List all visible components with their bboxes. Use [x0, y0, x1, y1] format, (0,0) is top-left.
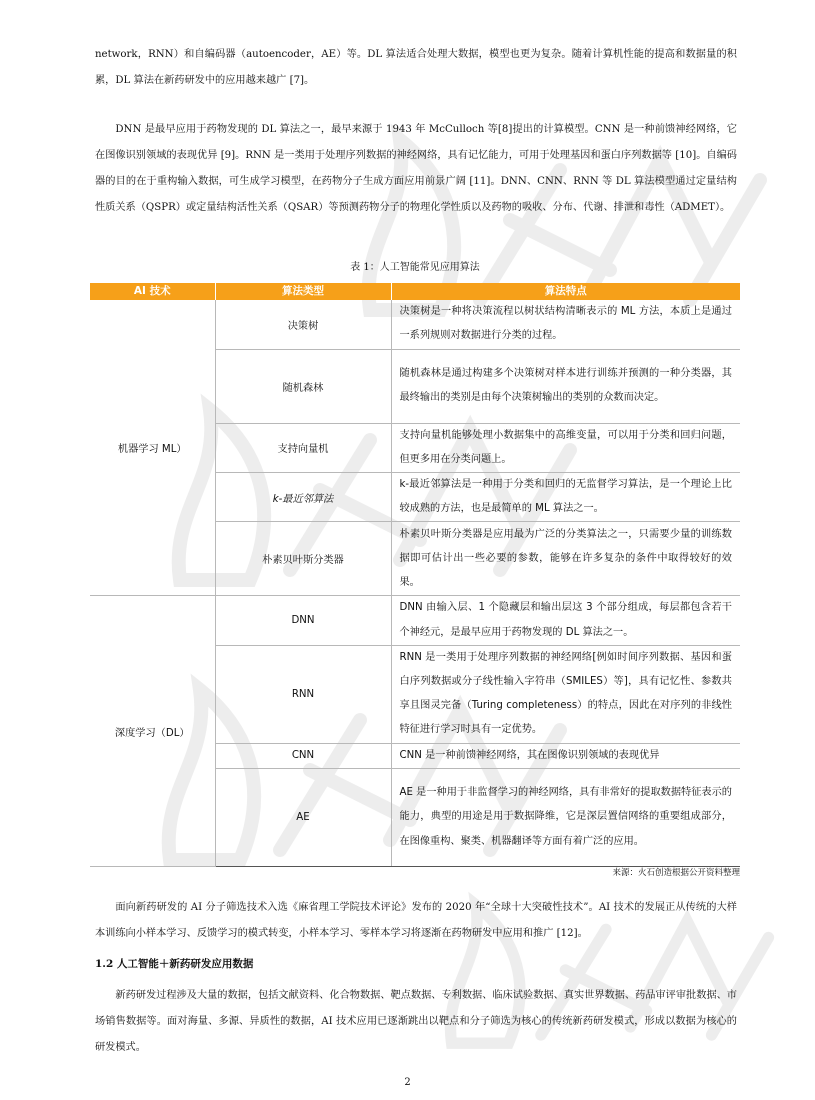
algorithm-description: 随机森林是通过构建多个决策树对样本进行训练并预测的一种分类器，其最终输出的类别是由每个决策树输出的类别的众数而决定。 [391, 349, 740, 423]
dnn-paragraph: DNN 是最早应用于药物发现的 DL 算法之一，最早来源于 1943 年 McCulloch 等[8]提出的计算模型。CNN 是一种前馈神经网络，它在图像识别领域的表现优异 [9]。RNN 是一类用于处理序列数据的神经网络，具有记忆能力，可用于处理基因和蛋白序列数据等 [10]。自编码器的目的在于重构输入数据，可生成学习模型，在药物分子生成方面应用前景广阔 [11]。DNN、CNN、RNN 等 DL 算法模型通过定量结构性质关系（QSPR）或定量结构活性关系（QSAR）等预测药物分子的物理化学性质以及药物的吸收、分布、代谢、排泄和毒性（ADMET）。 [95, 124, 737, 213]
table-row [90, 596, 740, 645]
table-row [90, 300, 740, 349]
table-header-row [90, 283, 740, 300]
algorithm-name: k-最近邻算法 [215, 472, 391, 521]
algorithm-name: 支持向量机 [215, 423, 391, 472]
algorithm-description: k-最近邻算法是一种用于分类和回归的无监督学习算法，是一个理论上比较成熟的方法，也是最简单的 ML 算法之一。 [391, 472, 740, 521]
table-source-note: 来源：火石创造根据公开资料整理 [612, 868, 740, 878]
algorithm-description: DNN 由输入层、1 个隐藏层和输出层这 3 个部分组成，每层都包含若干个神经元，是最早应用于药物发现的 DL 算法之一。 [391, 596, 740, 645]
algorithm-name: 决策树 [215, 300, 391, 349]
algorithm-name: 随机森林 [215, 349, 391, 423]
algorithm-name: 朴素贝叶斯分类器 [215, 522, 391, 596]
algorithm-description: 决策树是一种将决策流程以树状结构清晰表示的 ML 方法，本质上是通过一系列规则对数据进行分类的过程。 [391, 300, 740, 349]
algorithm-name: CNN [215, 743, 391, 768]
data-paragraph: 新药研发过程涉及大量的数据，包括文献资料、化合物数据、靶点数据、专利数据、临床试验数据、真实世界数据、药品审评审批数据、市场销售数据等。面对海量、多源、异质性的数据，AI 技术应用已逐渐跳出以靶点和分子筛选为核心的传统新药研发模式，形成以数据为核心的研发模式。 [95, 990, 737, 1053]
algorithm-description: 支持向量机能够处理小数据集中的高维变量，可以用于分类和回归问题，但更多用在分类问题上。 [391, 423, 740, 472]
algorithm-description: RNN 是一类用于处理序列数据的神经网络[例如时间序列数据、基因和蛋白序列数据或分子线性输入字符串（SMILES）等]，具有记忆性、参数共享且图灵完备（Turing completeness）的特点，因此在对序列的非线性特征进行学习时具有一定优势。 [391, 645, 740, 743]
page-number: 2 [404, 1077, 411, 1088]
section-heading: 1.2 人工智能＋新药研发应用数据 [95, 958, 254, 970]
algorithm-name: RNN [215, 645, 391, 743]
algorithm-description: CNN 是一种前馈神经网络，其在图像识别领域的表现优异 [391, 743, 740, 768]
intro-paragraph: network，RNN）和自编码器（autoencoder，AE）等。DL 算法适合处理大数据，模型也更为复杂。随着计算机性能的提高和数据量的积累，DL 算法在新药研发中的应用越来越广 [7]。 [95, 49, 737, 86]
algorithm-description: AE 是一种用于非监督学习的神经网络，具有非常好的提取数据特征表示的能力，典型的用途是用于数据降维，它是深层置信网络的重要组成部分，在图像重构、聚类、机器翻译等方面有着广泛的应用。 [391, 768, 740, 866]
header-ai-tech: AI 技术 [90, 283, 215, 300]
header-algorithm-type: 算法类型 [215, 283, 391, 300]
algorithm-table [90, 283, 740, 867]
tech-ml: 机器学习 ML） [90, 300, 215, 596]
table-caption: 表 1：人工智能常见应用算法 [350, 262, 480, 273]
ai-paragraph: 面向新药研发的 AI 分子筛选技术入选《麻省理工学院技术评论》发布的 2020 年“全球十大突破性技术”。AI 技术的发展正从传统的大样本训练向小样本学习、反馈学习的模式转变，小样本学习、零样本学习将逐渐在药物研发中应用和推广 [12]。 [95, 902, 737, 939]
algorithm-description: 朴素贝叶斯分类器是应用最为广泛的分类算法之一，只需要少量的训练数据即可估计出一些必要的参数，能够在许多复杂的条件中取得较好的效果。 [391, 522, 740, 596]
header-algorithm-feature: 算法特点 [391, 283, 740, 300]
tech-dl: 深度学习（DL） [90, 596, 215, 867]
algorithm-name: AE [215, 768, 391, 866]
algorithm-name: DNN [215, 596, 391, 645]
